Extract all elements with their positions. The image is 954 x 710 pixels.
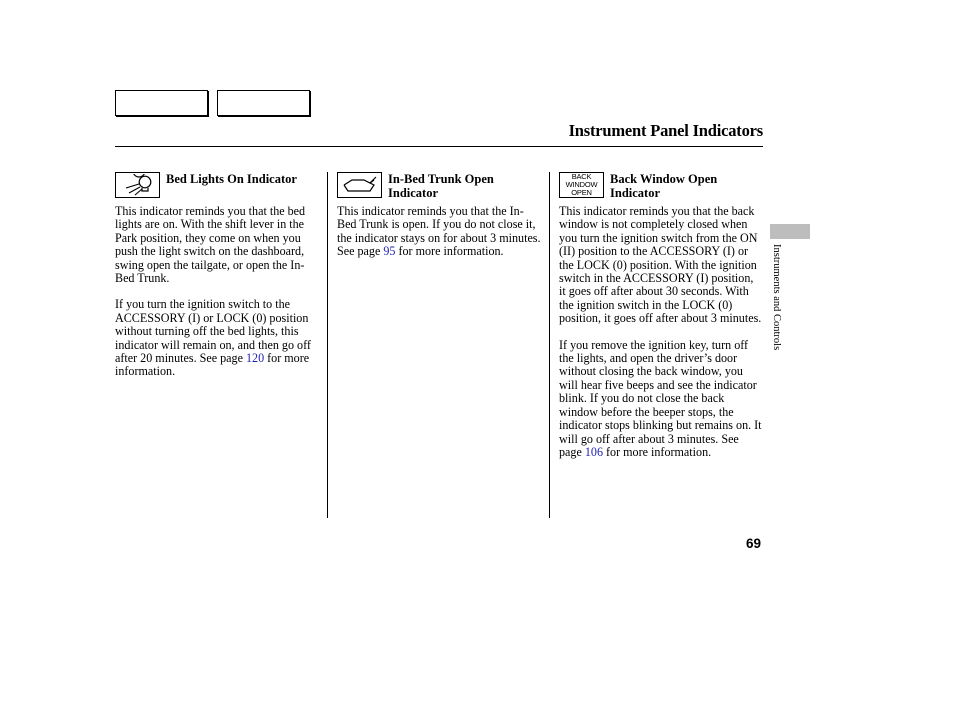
heading-bed-lights: Bed Lights On Indicator <box>166 172 297 186</box>
column-bed-lights <box>115 172 321 379</box>
page-link-95[interactable]: 95 <box>383 244 396 259</box>
page-link-120[interactable]: 120 <box>245 351 265 366</box>
paragraph: This indicator reminds you that the bed lights are on. With the shift lever in the Park position, they come on when you push the light switch on the dashboard, swing open the tailgate, or open the In-Bed Trunk. <box>115 204 306 286</box>
index-button[interactable] <box>217 90 310 116</box>
paragraph: If you remove the ignition key, turn off the lights, and open the driver’s door without closing the back window, you will hear five beeps and see the indicator blink. If you do not close the back window before the beeper stops, the indicator stops blinking but remains on. It will go off after about 3 minutes. See page 106 for more information. <box>559 337 762 459</box>
column-back-window <box>559 172 763 459</box>
paragraph: If you turn the ignition switch to the ACCESSORY (I) or LOCK (0) position without turning off the bed lights, this indicator will remain on, and then go off after 20 minutes. See page 120 for more information. <box>115 297 311 379</box>
back-window-open-icon: BACK WINDOW OPEN <box>559 172 604 198</box>
section-tab-label: Instruments and Controls <box>771 244 782 351</box>
main-menu-button[interactable] <box>115 90 208 116</box>
page-link-106[interactable]: 106 <box>584 444 603 459</box>
column-divider <box>549 172 550 518</box>
column-trunk-open <box>337 172 543 259</box>
trunk-open-icon <box>337 172 382 198</box>
heading-trunk-open: In-Bed Trunk Open Indicator <box>388 172 494 200</box>
bed-light-icon <box>115 172 160 198</box>
page-number: 69 <box>746 536 762 551</box>
section-tab-marker <box>770 224 810 239</box>
heading-back-window: Back Window Open Indicator <box>610 172 718 200</box>
paragraph: This indicator reminds you that the In-Bed Trunk is open. If you do not close it, the indicator stays on for about 3 minutes. See page 95 for more information. <box>337 204 541 259</box>
title-rule <box>115 146 763 147</box>
column-divider <box>327 172 328 518</box>
paragraph: This indicator reminds you that the back window is not completely closed when you turn the ignition switch from the ON (II) position to the ACCESSORY (I) or the LOCK (0) position. With the ignition switch in the ACCESSORY (I) position, it goes off after about 30 seconds. With the ignition switch in the LOCK (0) position, it goes off after about 3 minutes. <box>559 204 762 326</box>
page-title: Instrument Panel Indicators <box>568 121 763 140</box>
